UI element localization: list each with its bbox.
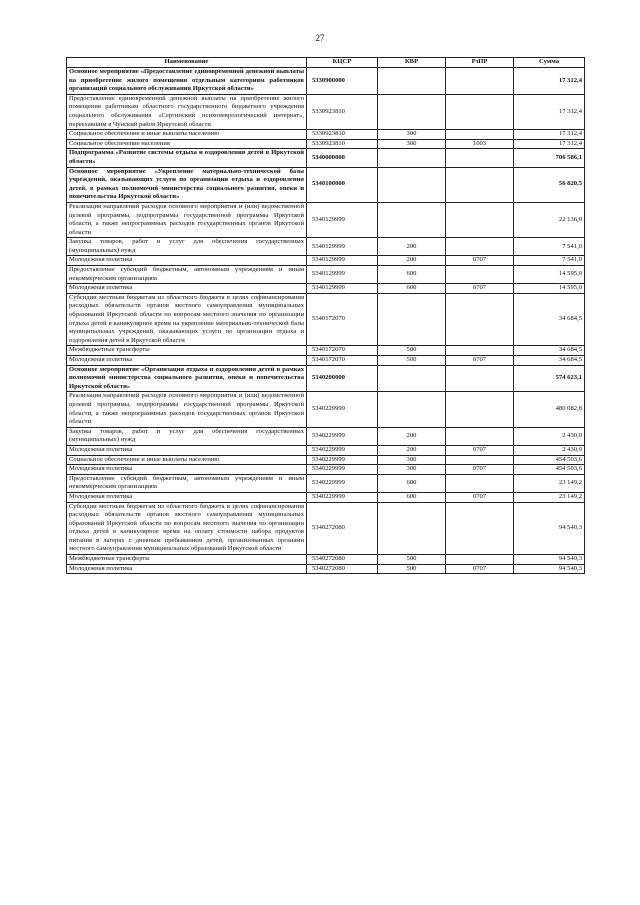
table-row [67, 346, 585, 356]
table-row [67, 167, 585, 202]
row-sum: 94 540,3 [514, 555, 585, 565]
row-sum: 2 430,0 [514, 445, 585, 455]
row-sum: 14 595,0 [514, 266, 585, 284]
row-name: Основное мероприятие «Организация отдыха и оздоровления детей в рамках полномочий министерства социального развития, опеки и попечительства Иркутской области» [67, 365, 307, 392]
row-rzpr: 0707 [446, 492, 514, 502]
row-rzpr: 0707 [446, 465, 514, 475]
table-row [67, 149, 585, 167]
row-rzpr [446, 167, 514, 202]
row-name: Межбюджетные трансферты [67, 346, 307, 356]
row-rzpr: 0707 [446, 445, 514, 455]
row-kvr [378, 293, 446, 346]
row-rzpr [446, 149, 514, 167]
table-row [67, 392, 585, 427]
row-kvr [378, 94, 446, 129]
row-kcsr: 5340272080 [307, 502, 378, 555]
row-sum: 34 684,5 [514, 356, 585, 366]
row-rzpr [446, 427, 514, 445]
table-row [67, 502, 585, 555]
row-sum: 17 312,4 [514, 130, 585, 140]
row-name: Молодежная политика [67, 465, 307, 475]
row-kvr [378, 167, 446, 202]
row-name: Молодежная политика [67, 564, 307, 574]
row-name: Молодежная политика [67, 256, 307, 266]
table-row [67, 356, 585, 366]
row-kcsr: 5340229999 [307, 392, 378, 427]
row-kvr: 500 [378, 564, 446, 574]
row-sum: 23 149,2 [514, 474, 585, 492]
table-row [67, 492, 585, 502]
row-kvr: 300 [378, 455, 446, 465]
row-kcsr: 5340229999 [307, 474, 378, 492]
row-kcsr: 5330923810 [307, 94, 378, 129]
row-kvr: 300 [378, 130, 446, 140]
row-sum: 2 430,0 [514, 427, 585, 445]
header-kvr: КВР [378, 58, 446, 68]
row-sum: 94 540,3 [514, 502, 585, 555]
row-kcsr: 5340229999 [307, 427, 378, 445]
row-kcsr: 5340100000 [307, 167, 378, 202]
table-header-row [67, 58, 585, 68]
row-kcsr: 5340229999 [307, 455, 378, 465]
row-kcsr: 5340172070 [307, 346, 378, 356]
row-name: Социальное обеспечение населения [67, 139, 307, 149]
row-kvr: 500 [378, 356, 446, 366]
table-row [67, 202, 585, 237]
row-name: Реализация направлений расходов основного мероприятия и (или) ведомственной целевой программы, подпрограммы государственной программы Иркутской области, а также непрограммных расходов государственных органов Иркутской области [67, 202, 307, 237]
row-kcsr: 5340172070 [307, 356, 378, 366]
row-sum: 34 684,5 [514, 293, 585, 346]
header-sum: Сумма [514, 58, 585, 68]
table-row [67, 445, 585, 455]
page-number: 27 [315, 33, 325, 43]
row-name: Предоставление субсидий бюджетным, автономным учреждениям и иным некоммерческим организациям [67, 266, 307, 284]
row-name: Предоставление субсидий бюджетным, автономным учреждениям и иным некоммерческим организациям [67, 474, 307, 492]
row-kcsr: 5340129999 [307, 266, 378, 284]
row-rzpr [446, 502, 514, 555]
row-sum: 454 503,6 [514, 465, 585, 475]
row-rzpr [446, 365, 514, 392]
row-kcsr: 5340172070 [307, 293, 378, 346]
row-kcsr: 5340129999 [307, 284, 378, 294]
row-sum: 17 312,4 [514, 139, 585, 149]
table-row [67, 564, 585, 574]
row-name: Закупка товаров, работ и услуг для обеспечения государственных (муниципальных) нужд [67, 427, 307, 445]
table-row [67, 555, 585, 565]
row-sum: 23 149,2 [514, 492, 585, 502]
row-rzpr [446, 202, 514, 237]
row-kvr: 200 [378, 445, 446, 455]
row-rzpr [446, 392, 514, 427]
table-row [67, 455, 585, 465]
row-rzpr [446, 238, 514, 256]
row-rzpr [446, 346, 514, 356]
row-name: Реализация направлений расходов основного мероприятия и (или) ведомственной целевой программы, подпрограммы государственной программы Иркутской области, а также непрограммных расходов государственных органов Иркутской области [67, 392, 307, 427]
row-kvr: 600 [378, 474, 446, 492]
table-row [67, 284, 585, 294]
row-kcsr: 5340229999 [307, 445, 378, 455]
row-sum: 7 541,0 [514, 256, 585, 266]
row-sum: 22 136,0 [514, 202, 585, 237]
header-kcsr: КЦСР [307, 58, 378, 68]
row-sum: 14 595,0 [514, 284, 585, 294]
row-kvr: 200 [378, 427, 446, 445]
row-name: Молодежная политика [67, 284, 307, 294]
row-name: Молодежная политика [67, 492, 307, 502]
row-kvr: 300 [378, 139, 446, 149]
table-row [67, 238, 585, 256]
row-kcsr: 5340229999 [307, 465, 378, 475]
row-sum: 574 623,1 [514, 365, 585, 392]
row-sum: 34 684,5 [514, 346, 585, 356]
row-name: Молодежная политика [67, 445, 307, 455]
row-kvr: 600 [378, 492, 446, 502]
row-sum: 56 820,5 [514, 167, 585, 202]
row-kcsr: 5330923810 [307, 130, 378, 140]
row-kvr: 600 [378, 284, 446, 294]
row-rzpr [446, 68, 514, 95]
row-kcsr: 5340272080 [307, 564, 378, 574]
row-sum: 17 312,4 [514, 94, 585, 129]
row-kvr [378, 202, 446, 237]
header-name: Наименование [67, 58, 307, 68]
row-kcsr: 5340129999 [307, 238, 378, 256]
row-kvr: 200 [378, 238, 446, 256]
table-row [67, 68, 585, 95]
row-kvr [378, 365, 446, 392]
header-rzpr: РзПР [446, 58, 514, 68]
row-kvr [378, 149, 446, 167]
row-sum: 7 541,0 [514, 238, 585, 256]
table-row [67, 465, 585, 475]
row-sum: 454 503,6 [514, 455, 585, 465]
row-name: Предоставление единовременной денежной выплаты на приобретение жилого помещения работникам областного государственного бюджетного учреждения социального обслуживания «Сергинский психоневрологический интернат», переехавшим в Чунский район Иркутской области [67, 94, 307, 129]
table-row [67, 266, 585, 284]
row-name: Основное мероприятие «Предоставление единовременной денежной выплаты на приобретение жилого помещения отдельным категориям работников организаций социального обслуживания Иркутской области» [67, 68, 307, 95]
row-name: Субсидии местным бюджетам из областного бюджета в целях софинансирования расходных обязательств органов местного самоуправления муниципальных образований Иркутской области по вопросам местного значения по организации отдыха детей в каникулярное время на укрепление материально-технической базы муниципальных учреждений, оказывающих услуги по организации отдыха и оздоровления детей в Иркутской области [67, 293, 307, 346]
row-rzpr: 1003 [446, 139, 514, 149]
row-rzpr [446, 474, 514, 492]
row-name: Межбюджетные трансферты [67, 555, 307, 565]
row-rzpr: 0707 [446, 356, 514, 366]
row-name: Социальное обеспечение и иные выплаты населению [67, 455, 307, 465]
row-name: Основное мероприятие «Укрепление материально-технической базы учреждений, оказывающих услуги по организации отдыха и оздоровления детей, в рамках полномочий министерства социального развития, опеки и попечительства Иркутской области» [67, 167, 307, 202]
row-kcsr: 5340129999 [307, 256, 378, 266]
row-kvr: 300 [378, 465, 446, 475]
row-sum: 17 312,4 [514, 68, 585, 95]
row-rzpr [446, 455, 514, 465]
row-kcsr: 5330900000 [307, 68, 378, 95]
row-kcsr: 5340200000 [307, 365, 378, 392]
row-rzpr [446, 293, 514, 346]
row-sum: 706 586,1 [514, 149, 585, 167]
row-kvr [378, 68, 446, 95]
row-kcsr: 5340272080 [307, 555, 378, 565]
row-sum: 94 540,3 [514, 564, 585, 574]
row-rzpr [446, 130, 514, 140]
table-row [67, 94, 585, 129]
row-kcsr: 5340000000 [307, 149, 378, 167]
row-sum: 480 082,8 [514, 392, 585, 427]
table-row [67, 256, 585, 266]
row-rzpr: 0707 [446, 284, 514, 294]
row-name: Подпрограмма «Развитие системы отдыха и оздоровления детей в Иркутской области» [67, 149, 307, 167]
row-kcsr: 5330923810 [307, 139, 378, 149]
row-rzpr: 0707 [446, 564, 514, 574]
row-name: Социальное обеспечение и иные выплаты населению [67, 130, 307, 140]
row-kvr: 500 [378, 346, 446, 356]
row-rzpr [446, 555, 514, 565]
row-kvr: 200 [378, 256, 446, 266]
table-row [67, 365, 585, 392]
row-kcsr: 5340229999 [307, 492, 378, 502]
row-kvr [378, 502, 446, 555]
row-kcsr: 5340129999 [307, 202, 378, 237]
budget-table [66, 57, 585, 574]
row-kvr: 500 [378, 555, 446, 565]
table-row [67, 139, 585, 149]
row-name: Закупка товаров, работ и услуг для обеспечения государственных (муниципальных) нужд [67, 238, 307, 256]
row-name: Субсидии местным бюджетам из областного бюджета в целях софинансирования расходных обязательств органов местного самоуправления муниципальных образований Иркутской области по вопросам местного значения по организации отдыха детей в каникулярное время на оплату стоимости набора продуктов питания в лагерях с дневным пребыванием детей, организованных органами местного самоуправления муниципальных образований Иркутской области [67, 502, 307, 555]
table-row [67, 293, 585, 346]
table-row [67, 130, 585, 140]
row-kvr: 600 [378, 266, 446, 284]
row-kvr [378, 392, 446, 427]
table-row [67, 427, 585, 445]
row-rzpr [446, 266, 514, 284]
row-rzpr: 0707 [446, 256, 514, 266]
row-rzpr [446, 94, 514, 129]
row-name: Молодежная политика [67, 356, 307, 366]
table-row [67, 474, 585, 492]
